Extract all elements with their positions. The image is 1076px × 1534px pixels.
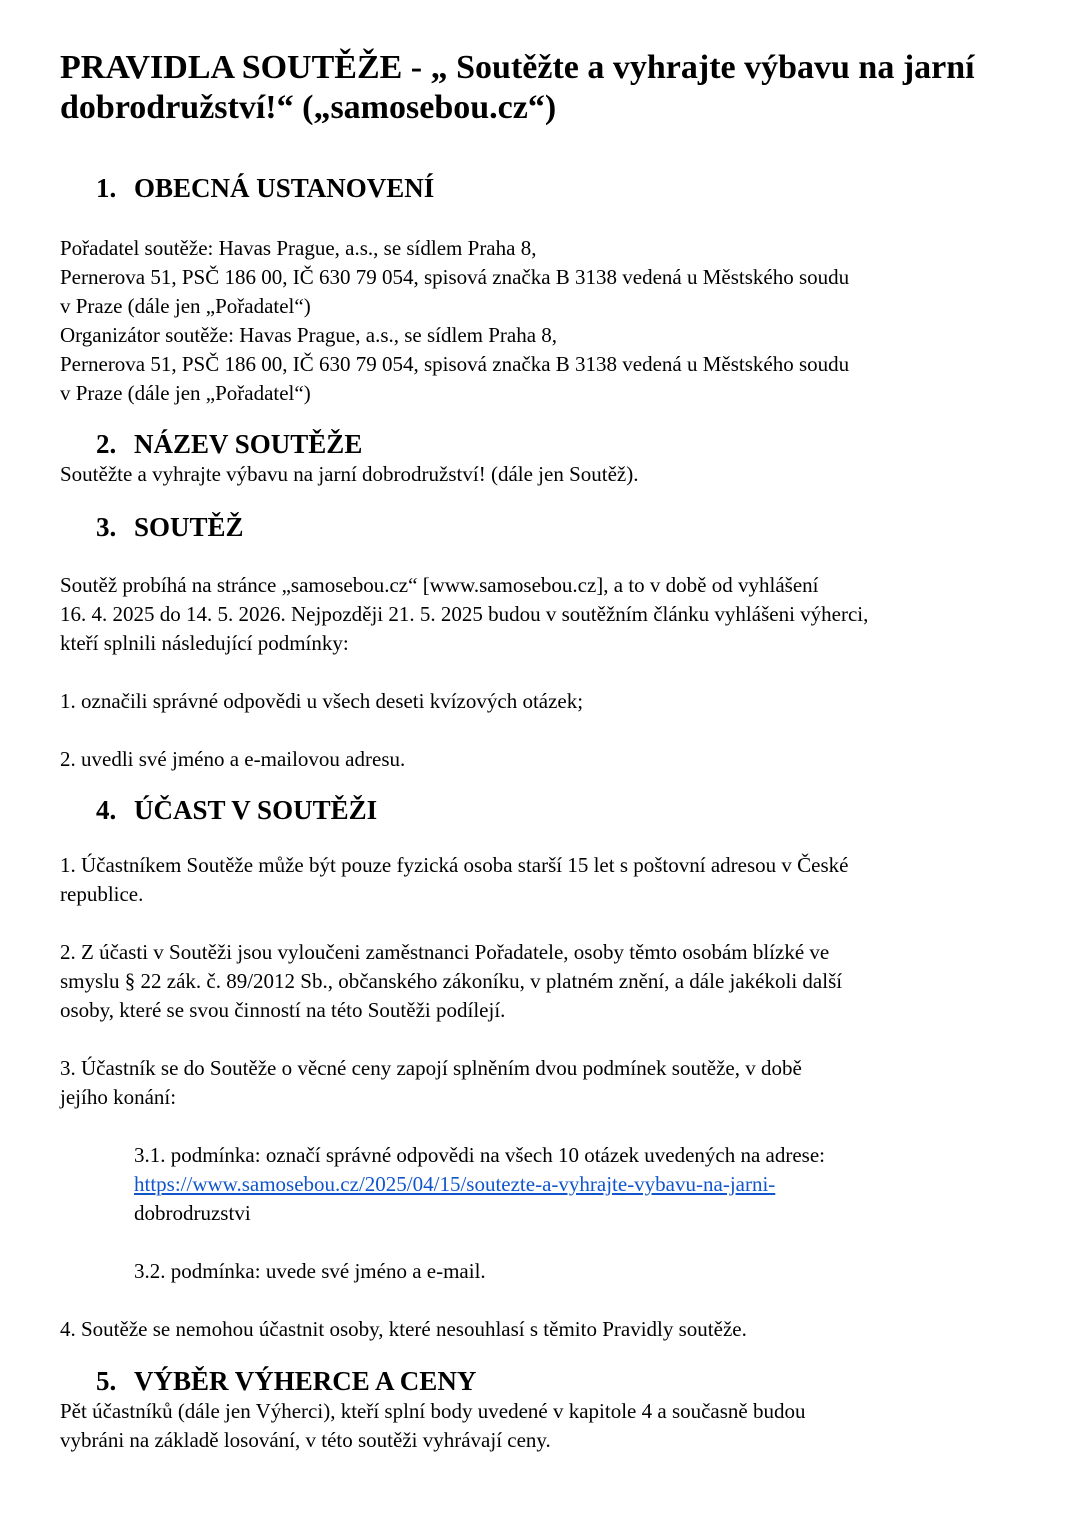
condition-item-1: 1. označili správné odpovědi u všech deseti kvízových otázek; xyxy=(60,689,584,713)
section-1-title: OBECNÁ USTANOVENÍ xyxy=(134,173,435,203)
paragraph-line: smyslu § 22 zák. č. 89/2012 Sb., občanského zákoníku, v platném znění, a dále jakékoli další xyxy=(60,969,843,993)
contest-article-link[interactable]: https://www.samosebou.cz/2025/04/15/soutezte-a-vyhrajte-vybavu-na-jarni- xyxy=(134,1172,776,1196)
section-4-heading xyxy=(60,794,1010,826)
section-4-number: 4. xyxy=(96,795,117,825)
participation-paragraph-3 xyxy=(60,1054,1010,1112)
paragraph-line: 2. Z účasti v Soutěži jsou vyloučeni zaměstnanci Pořadatele, osoby těmto osobám blízké ve xyxy=(60,940,830,964)
paragraph-line: kteří splnili následující podmínky: xyxy=(60,631,349,655)
section-5-title: VÝBĚR VÝHERCE A CENY xyxy=(134,1366,477,1396)
section-2-title: NÁZEV SOUTĚŽE xyxy=(134,429,363,459)
section-1-heading xyxy=(60,172,1010,204)
sub-condition-3-1 xyxy=(60,1141,1010,1228)
paragraph-line: 16. 4. 2025 do 14. 5. 2026. Nejpozději 21. 5. 2025 budou v soutěžním článku vyhlášeni výherci, xyxy=(60,602,869,626)
organizer-line: Pernerova 51, PSČ 186 00, IČ 630 79 054, spisová značka B 3138 vedená u Městského soudu xyxy=(60,265,850,289)
participation-paragraph-1 xyxy=(60,851,1010,909)
sub-condition-3-2: 3.2. podmínka: uvede své jméno a e-mail. xyxy=(134,1259,486,1283)
winners-paragraph xyxy=(60,1397,1010,1455)
section-2-heading xyxy=(60,428,1010,460)
section-3-title: SOUTĚŽ xyxy=(134,512,244,542)
paragraph-line: vybráni na základě losování, v této soutěži vyhrávají ceny. xyxy=(60,1428,551,1452)
organizer-line: Organizátor soutěže: Havas Prague, a.s., se sídlem Praha 8, xyxy=(60,323,558,347)
section-5-heading xyxy=(60,1365,1010,1397)
participation-paragraph-4: 4. Soutěže se nemohou účastnit osoby, které nesouhlasí s těmito Pravidly soutěže. xyxy=(60,1317,747,1341)
organizer-line: Pernerova 51, PSČ 186 00, IČ 630 79 054, spisová značka B 3138 vedená u Městského soudu xyxy=(60,352,850,376)
paragraph-line: 3. Účastník se do Soutěže o věcné ceny zapojí splněním dvou podmínek soutěže, v době xyxy=(60,1056,802,1080)
section-2-number: 2. xyxy=(96,429,117,459)
section-3-number: 3. xyxy=(96,512,117,542)
section-5-number: 5. xyxy=(96,1366,117,1396)
paragraph-line: republice. xyxy=(60,882,144,906)
paragraph-line: 3.1. podmínka: označí správné odpovědi na všech 10 otázek uvedených na adrese: xyxy=(134,1143,826,1167)
participation-paragraph-2 xyxy=(60,938,1010,1025)
section-3-intro xyxy=(60,571,1010,658)
document-title: PRAVIDLA SOUTĚŽE - „ Soutěžte a vyhrajte výbavu na jarní dobrodružství!“ („samosebou.cz“) xyxy=(60,49,975,126)
paragraph-line: 1. Účastníkem Soutěže může být pouze fyzická osoba starší 15 let s poštovní adresou v České xyxy=(60,853,849,877)
organizer-line: v Praze (dále jen „Pořadatel“) xyxy=(60,381,311,405)
paragraph-line: dobrodruzstvi xyxy=(134,1201,251,1225)
paragraph-line: Soutěž probíhá na stránce „samosebou.cz“ [www.samosebou.cz], a to v době od vyhlášení xyxy=(60,573,819,597)
section-4-title: ÚČAST V SOUTĚŽI xyxy=(134,795,378,825)
contest-name-paragraph: Soutěžte a vyhrajte výbavu na jarní dobrodružství! (dále jen Soutěž). xyxy=(60,462,639,486)
paragraph-line: jejího konání: xyxy=(60,1085,177,1109)
document-page xyxy=(60,48,1010,1455)
section-1-number: 1. xyxy=(96,173,117,203)
condition-item-2: 2. uvedli své jméno a e-mailovou adresu. xyxy=(60,747,406,771)
section-1-body xyxy=(60,234,1010,408)
paragraph-line: Pět účastníků (dále jen Výherci), kteří splní body uvedené v kapitole 4 a současně budou xyxy=(60,1399,806,1423)
organizer-line: Pořadatel soutěže: Havas Prague, a.s., se sídlem Praha 8, xyxy=(60,236,537,260)
section-3-heading xyxy=(60,511,1010,543)
paragraph-line: osoby, které se svou činností na této Soutěži podílejí. xyxy=(60,998,506,1022)
organizer-line: v Praze (dále jen „Pořadatel“) xyxy=(60,294,311,318)
